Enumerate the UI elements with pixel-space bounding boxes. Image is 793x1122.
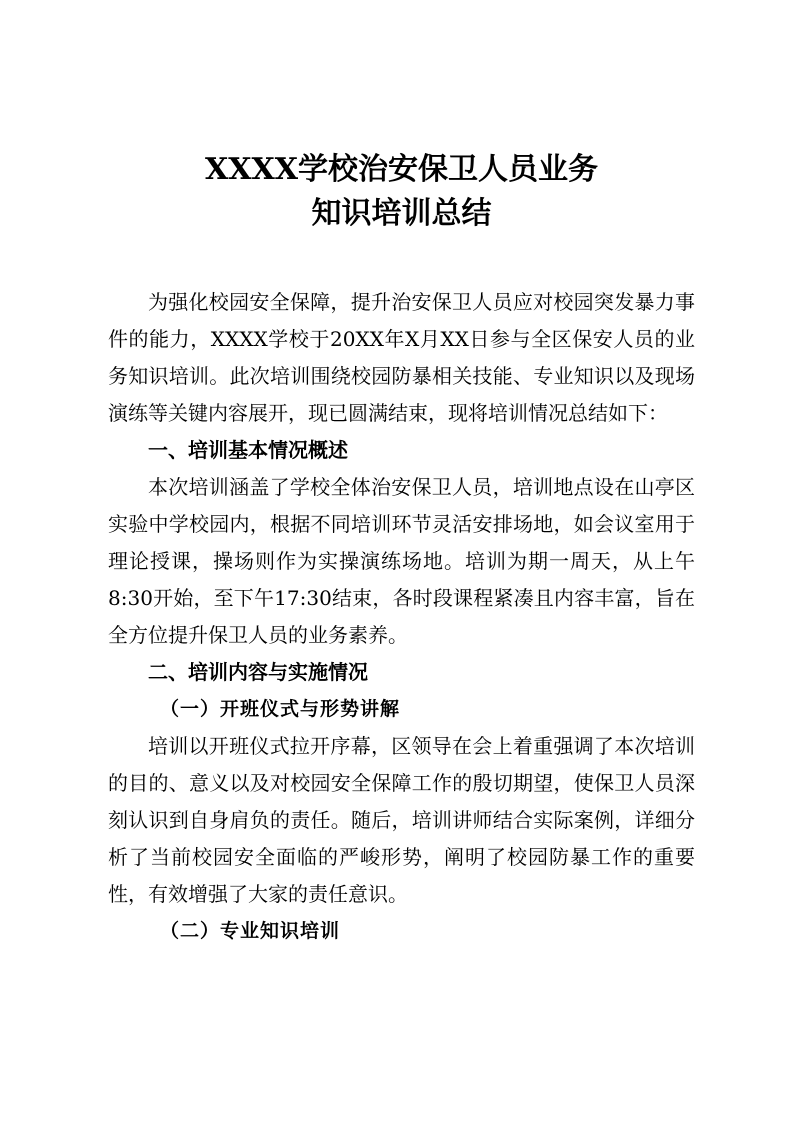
subsection-1-paragraph: 培训以开班仪式拉开序幕，区领导在会上着重强调了本次培训的目的、意义以及对校园安全保障工作的殷切期望，使保卫人员深刻认识到自身肩负的责任。随后，培训讲师结合实际案例，详细分析了当前校园安全面临的严峻形势，阐明了校园防暴工作的重要性，有效增强了大家的责任意识。 (108, 734, 695, 906)
title-line-1: XXXX学校治安保卫人员业务 (204, 152, 599, 187)
document-title (108, 148, 695, 236)
subsection-1-heading: （一）开班仪式与形势讲解 (160, 698, 401, 720)
title-line-2: 知识培训总结 (311, 196, 492, 231)
section-1-heading: 一、培训基本情况概述 (148, 438, 348, 462)
document-body (108, 284, 695, 950)
section-2-heading: 二、培训内容与实施情况 (148, 660, 368, 684)
section-1-paragraph: 本次培训涵盖了学校全体治安保卫人员，培训地点设在山亭区实验中学校园内，根据不同培训环节灵活安排场地，如会议室用于理论授课，操场则作为实操演练场地。培训为期一周天，从上午8:30开始，至下午17:30结束，各时段课程紧凑且内容丰富，旨在全方位提升保卫人员的业务素养。 (108, 475, 695, 647)
subsection-2-heading: （二）专业知识培训 (160, 920, 341, 942)
intro-paragraph: 为强化校园安全保障，提升治安保卫人员应对校园突发暴力事件的能力，XXXX学校于20XX年X月XX日参与全区保安人员的业务知识培训。此次培训围绕校园防暴相关技能、专业知识以及现场演练等关键内容展开，现已圆满结束，现将培训情况总结如下： (108, 290, 695, 425)
